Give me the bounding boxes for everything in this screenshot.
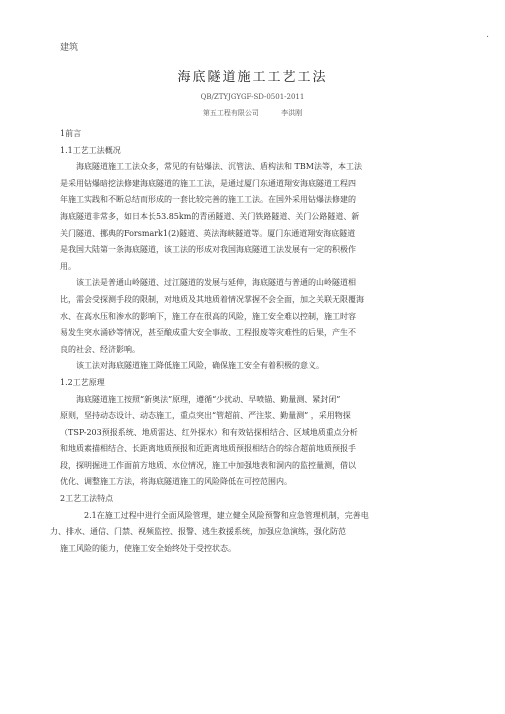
section-heading: 2工艺工法特点 xyxy=(60,494,114,504)
author-name: 李洪刚 xyxy=(281,109,303,117)
text-line: 原则，坚持动态设计、动态施工，重点突出“管超前、严注浆、勤量测” ，采用物探 xyxy=(60,411,351,421)
text-line: 海底隧道施工工法众多，常见的有钻爆法、沉管法、盾构法和 TBM法等，本工法 xyxy=(76,162,362,172)
text-line: 易发生突水涌砂等情况，甚至酿成重大安全事故、工程报废等灾难性的后果，产生不 xyxy=(60,328,356,338)
text-line: 年施工实践和不断总结而形成的一套比较完善的施工工法。在国外采用钻爆法修建的 xyxy=(60,195,356,205)
text-line: 该工法对海底隧道施工降低施工风险，确保施工安全有着积极的意义。 xyxy=(76,361,324,371)
author-line xyxy=(0,108,505,118)
text-line: 和地质素描相结合、长距离地质预报和近距离地质预报相结合的综合超前地质预报手 xyxy=(60,444,356,454)
section-heading: 1前言 xyxy=(60,129,82,138)
corner-mark: . xyxy=(486,30,489,40)
text-line: （TSP-203预报系统、地质雷达、红外探水）和有效钻探相结合、区域地质重点分析 xyxy=(60,427,358,437)
standard-code: QB/ZTYJGYGF-SD-0501-2011 xyxy=(200,93,305,101)
text-line: 施工风险的能力，使施工安全始终处于受控状态。 xyxy=(60,543,236,553)
text-line: 海底隧道非常多，如日本长53.85km的青函隧道、关门铁路隧道、关门公路隧道、新 xyxy=(60,211,360,221)
page-title: 海底隧道施工工艺工法 xyxy=(177,70,328,85)
text-line: 2.1在施工过程中进行全面风险管理，建立健全风险预警和应急管理机制，完善电 xyxy=(84,510,369,520)
text-line: 良的社会、经济影响。 xyxy=(60,344,140,354)
text-line: 是我国大陆第一条海底隧道，该工法的形成对我国海底隧道工法发展有一定的积极作 xyxy=(60,245,356,255)
text-line: 水、在高水压和渗水的影响下，施工存在很高的风险，施工安全难以控制，施工时容 xyxy=(60,311,356,321)
text-line: 该工法是普通山岭隧道、过江隧道的发展与延伸，海底隧道与普通的山岭隧道相 xyxy=(76,278,356,288)
text-line: 优化、调整施工方法，将海底隧道施工的风险降低在可控范围内。 xyxy=(60,477,292,487)
text-line: 是采用钻爆暗挖法修建海底隧道的施工工法，是通过厦门东通道翔安海底隧道工程四 xyxy=(60,178,356,188)
text-line: 段，探明掘进工作面前方地质、水位情况，施工中加强地表和洞内的监控量测，借以 xyxy=(60,460,356,470)
document-body xyxy=(50,126,470,557)
header-label: 建筑 xyxy=(60,43,79,53)
author-org: 第五工程有限公司 xyxy=(202,109,259,117)
section-heading: 1.2工艺原理 xyxy=(60,377,105,387)
text-line: 海底隧道施工按照“新奥法”原理，遵循“少扰动、早喷锚、勤量测、紧封闭” xyxy=(76,394,341,404)
text-line: 用。 xyxy=(60,261,76,271)
text-line: 比，需会受探测手段的限制，对地质及其地质着情况掌握不会全面，加之关联无限覆海 xyxy=(60,294,364,304)
text-line: 力、排水、通信、门禁、视频监控、报警、逃生救援系统，加强应急演练，强化防范 xyxy=(50,527,346,537)
section-heading: 1.1工艺工法概况 xyxy=(60,145,121,155)
text-line: 关门隧道、挪典的Forsmark1(2)隧道、英法海峡隧道等。厦门东通道翔安海底隧道 xyxy=(60,228,356,238)
